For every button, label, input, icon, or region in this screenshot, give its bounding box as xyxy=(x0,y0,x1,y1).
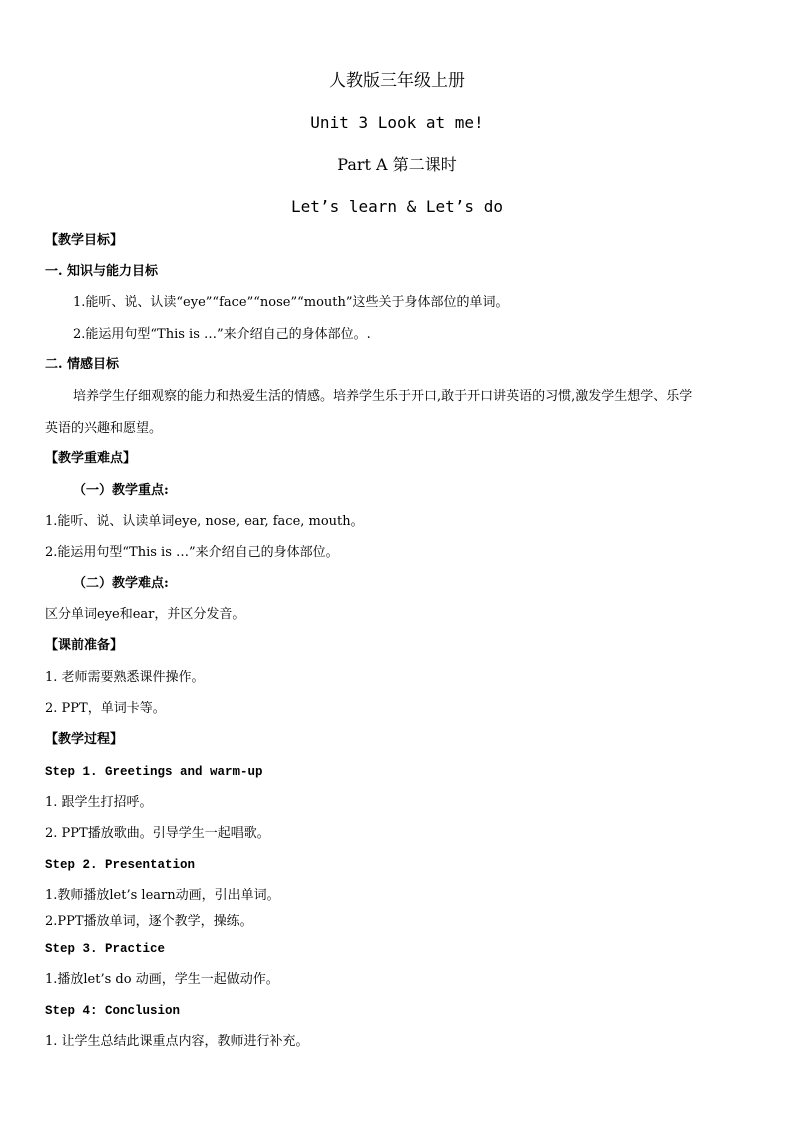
step-4-heading: Step 4: Conclusion xyxy=(45,1004,181,1018)
step-3-heading: Step 3. Practice xyxy=(45,942,166,956)
step-1-item-2: 2. PPT播放歌曲。引导学生一起唱歌。 xyxy=(45,826,270,841)
key-item-2: 2.能运用句型“This is …”来介绍自己的身体部位。 xyxy=(45,545,339,560)
heading-difficulty: （二）教学难点: xyxy=(73,576,169,591)
heading-objectives: 【教学目标】 xyxy=(45,233,124,248)
prep-item-2: 2. PPT，单词卡等。 xyxy=(45,701,166,716)
objective-item-1: 1.能听、说、认读“eye”“face”“nose”“mouth”这些关于身体部位的单词。 xyxy=(73,295,509,310)
heading-emotion: 二. 情感目标 xyxy=(45,357,120,372)
heading-keypoints: 【教学重难点】 xyxy=(45,451,137,466)
heading-process: 【教学过程】 xyxy=(45,732,124,747)
step-2-heading: Step 2. Presentation xyxy=(45,858,196,872)
difficulty-item-1: 区分单词eye和ear，并区分发音。 xyxy=(45,607,246,622)
step-4-item-1: 1. 让学生总结此课重点内容，教师进行补充。 xyxy=(45,1034,309,1049)
step-3-item-1: 1.播放let’s do 动画，学生一起做动作。 xyxy=(45,972,279,987)
doc-title: 人教版三年级上册 xyxy=(329,71,465,91)
unit-title: Unit 3 Look at me! xyxy=(310,113,484,132)
lesson-title: Let’s learn & Let’s do xyxy=(291,197,503,216)
step-2-item-1: 1.教师播放let’s learn动画，引出单词。 xyxy=(45,888,280,903)
step-2-item-2: 2.PPT播放单词，逐个教学，操练。 xyxy=(45,914,253,929)
step-1-item-1: 1. 跟学生打招呼。 xyxy=(45,795,153,810)
heading-key-focus: （一）教学重点: xyxy=(73,483,169,498)
emotion-paragraph-line-2: 英语的兴趣和愿望。 xyxy=(45,421,163,436)
part-title: Part A 第二课时 xyxy=(337,155,457,174)
objective-item-2: 2.能运用句型“This is …”来介绍自己的身体部位。. xyxy=(73,327,371,342)
heading-preparation: 【课前准备】 xyxy=(45,638,124,653)
heading-knowledge-ability: 一. 知识与能力目标 xyxy=(45,264,159,279)
step-1-heading: Step 1. Greetings and warm-up xyxy=(45,765,263,779)
prep-item-1: 1. 老师需要熟悉课件操作。 xyxy=(45,670,205,685)
emotion-paragraph-line-1: 培养学生仔细观察的能力和热爱生活的情感。培养学生乐于开口,敢于开口讲英语的习惯,激发学生想学、乐学 xyxy=(73,389,693,404)
key-item-1: 1.能听、说、认读单词eye, nose, ear, face, mouth。 xyxy=(45,514,364,529)
